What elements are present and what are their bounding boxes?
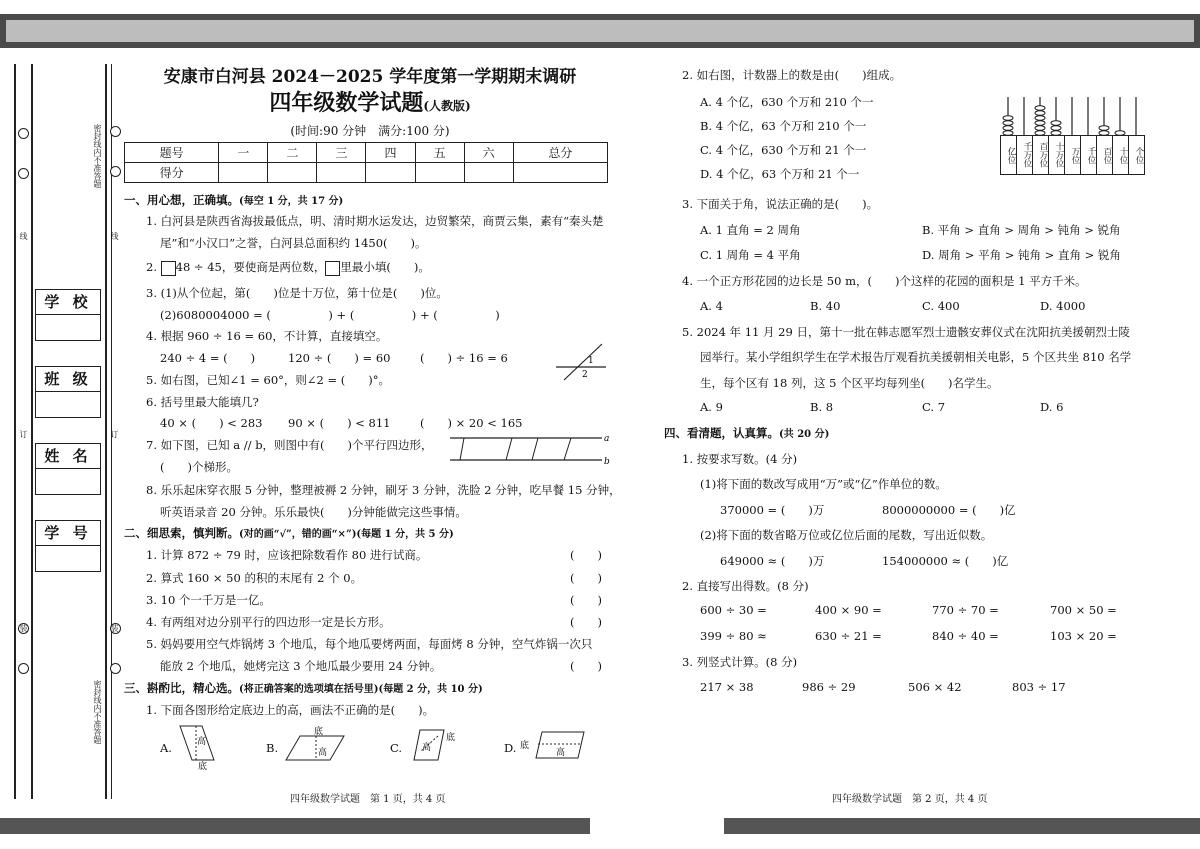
base-label: 底 [198, 762, 208, 770]
score-header: 一 [219, 143, 268, 163]
option-text: C. 4 个亿，630 个万和 21 个一 [700, 143, 867, 157]
section-1-heading [124, 192, 343, 208]
score-cell[interactable] [513, 163, 607, 183]
question-text: (1)将下面的数改写成用“万”或“亿”作单位的数。 [700, 477, 947, 491]
binding-hole [18, 663, 29, 674]
question-text: (2)将下面的数省略万位或亿位后面的尾数，写出近似数。 [700, 528, 993, 542]
line-mark: 订 [110, 430, 119, 438]
option-text: A. 9 [700, 400, 723, 414]
question-text: 3. (1)从个位起，第( )位是十万位，第十位是( )位。 [146, 286, 448, 300]
exam-title: 安康市白河县 2024－2025 学年度第一学期期末调研 [163, 67, 577, 87]
base-label: 底 [314, 727, 324, 737]
question-text: 1. 按要求写数。(4 分) [682, 452, 798, 466]
base-label: 底 [446, 733, 456, 743]
section-note: (共 20 分) [779, 429, 830, 440]
calc-item: 700 × 50 = [1050, 603, 1117, 617]
place-label: 十位 [1113, 136, 1129, 174]
question-text: 8. 乐乐起床穿衣服 5 分钟，整理被褥 2 分钟，刷牙 3 分钟，洗脸 2 分钟，吃早餐 15 分钟， [146, 483, 621, 497]
calc-item: 103 × 20 = [1050, 629, 1117, 643]
parallelogram-figure-d [518, 728, 590, 762]
judge-item: 3. 10 个一千万是一亿。 [146, 593, 271, 607]
line-mark: 线 [110, 232, 119, 240]
question-text: 7. 如下图，已知 a // b，则图中有( )个平行四边形， [146, 438, 433, 452]
question-text: 40 × ( ) < 283 [160, 416, 263, 430]
abacus-counter [1000, 95, 1150, 177]
question-text: 6. 括号里最大能填几? [146, 395, 259, 409]
seal-note-bottom: 密封线内不准答题 [93, 680, 102, 744]
line-mark: 线 [19, 232, 28, 240]
place-label: 千位 [1081, 136, 1097, 174]
class-label: 班 级 [36, 367, 100, 392]
class-field[interactable] [35, 366, 101, 418]
question-text: 240 ÷ 4 = ( ) [160, 351, 256, 365]
option-text: A. 4 [700, 299, 723, 313]
question-text: ( )个梯形。 [160, 460, 238, 474]
calc-item: 770 ÷ 70 = [932, 603, 999, 617]
question-text: 3. 列竖式计算。(8 分) [682, 655, 798, 669]
calc-item: 399 ÷ 80 ≈ [700, 629, 767, 643]
judge-item: 5. 妈妈要用空气炸锅烤 3 个地瓜，每个地瓜要烤两面，每面烤 8 分钟，空气炸锅一次只 [146, 637, 593, 651]
question-text: 生，每个区有 18 列，这 5 个区平均每列坐( )名学生。 [700, 376, 999, 390]
place-label: 万位 [1065, 136, 1081, 174]
question-text: ( ) ÷ 16 = 6 [420, 351, 508, 365]
section-title: 三、斟酌比，精心选。 [124, 681, 239, 695]
score-cell[interactable] [219, 163, 268, 183]
score-header: 六 [464, 143, 513, 163]
section-note: (将正确答案的选项填在括号里)(每题 2 分，共 10 分) [239, 684, 483, 695]
score-cell[interactable] [464, 163, 513, 183]
answer-paren[interactable]: ( ) [570, 593, 602, 607]
section-title: 二、细思索，慎判断。 [124, 526, 239, 540]
score-cell[interactable] [415, 163, 464, 183]
option-text: C. 400 [922, 299, 960, 313]
binding-hole [18, 168, 29, 179]
height-label: 高 [556, 748, 566, 758]
option-label: D. [504, 741, 517, 755]
school-label: 学 校 [36, 290, 100, 315]
option-text: B. 40 [810, 299, 841, 313]
question-text: 4. 根据 960 ÷ 16 = 60，不计算，直接填空。 [146, 329, 388, 343]
option-label: B. [266, 741, 279, 755]
score-table [124, 142, 608, 183]
question-text: 8000000000 = ( )亿 [882, 503, 1016, 517]
calc-item: 506 × 42 [908, 680, 962, 694]
calc-item: 600 ÷ 30 = [700, 603, 767, 617]
score-cell[interactable] [268, 163, 317, 183]
line-mark: 装 [110, 624, 119, 632]
score-cell[interactable] [366, 163, 415, 183]
question-number: 2. [146, 260, 157, 274]
option-text: D. 周角 > 平角 > 钝角 > 直角 > 锐角 [922, 248, 1121, 262]
exam-timing: (时间:90 分钟 满分:100 分) [290, 124, 450, 138]
section-4-heading [664, 425, 829, 441]
score-cell[interactable] [317, 163, 366, 183]
question-text: 370000 = ( )万 [720, 503, 825, 517]
score-header: 总分 [513, 143, 607, 163]
question-text: 4. 一个正方形花园的边长是 50 m，( )个这样的花园的面积是 1 平方千米。 [682, 274, 1087, 288]
scan-top-border [0, 14, 1200, 48]
question-text: 120 ÷ ( ) = 60 [288, 351, 391, 365]
answer-paren[interactable]: ( ) [570, 571, 602, 585]
judge-item: 能放 2 个地瓜，她烤完这 3 个地瓜最少要用 24 分钟。 [160, 659, 442, 673]
option-label: A. [160, 741, 172, 755]
question-text: 里最小填( )。 [340, 260, 430, 274]
question-text: 154000000 ≈ ( )亿 [882, 554, 1009, 568]
calc-item: 840 ÷ 40 = [932, 629, 999, 643]
section-title: 一、用心想，正确填。 [124, 193, 239, 207]
option-text: D. 4 个亿，63 个万和 21 个一 [700, 167, 860, 181]
edition-text: (人教版) [423, 99, 471, 113]
question-text: 1. 白河县是陕西省海拔最低点，明、清时期水运发达，边贸繁荣，商贾云集，素有“秦头楚 [146, 214, 604, 228]
question-text: 2. 如右图，计数器上的数是由( )组成。 [682, 68, 902, 82]
option-text: D. 4000 [1040, 299, 1086, 313]
parallelogram-figure-c [404, 724, 464, 764]
calc-item: 217 × 38 [700, 680, 754, 694]
binding-hole [18, 128, 29, 139]
score-header: 三 [317, 143, 366, 163]
base-label: 底 [520, 741, 530, 751]
score-row-label: 得分 [125, 163, 219, 183]
question-text: 5. 2024 年 11 月 29 日，第十一批在韩志愿军烈士遗骸安葬仪式在沈阳抗美援朝烈士陵 [682, 325, 1130, 339]
question-text: 5. 如右图，已知∠1 = 60°，则∠2 = ( )°。 [146, 373, 391, 387]
option-text: C. 1 周角 = 4 平角 [700, 248, 801, 262]
question-2 [146, 259, 430, 276]
parallelogram-figure-a [176, 722, 226, 770]
svg-text:b: b [604, 457, 610, 467]
question-text: 48 ÷ 45，要使商是两位数， [175, 260, 326, 274]
svg-text:2: 2 [582, 370, 588, 380]
question-text: 尾”和“小汉口”之誉，白河县总面积约 1450( )。 [160, 236, 427, 250]
place-label: 十万位 [1049, 136, 1065, 174]
section-title: 四、看清题，认真算。 [664, 426, 779, 440]
answer-paren[interactable]: ( ) [570, 659, 602, 673]
answer-paren[interactable]: ( ) [570, 615, 602, 629]
score-header: 五 [415, 143, 464, 163]
scan-bottom-border-right [724, 818, 1200, 834]
height-label: 高 [197, 737, 207, 747]
section-note: (对的画“√”，错的画“×”)(每题 1 分，共 5 分) [239, 529, 454, 540]
judge-item: 2. 算式 160 × 50 的积的末尾有 2 个 0。 [146, 571, 363, 585]
height-label: 高 [422, 743, 432, 753]
student-id-field[interactable] [35, 520, 101, 572]
score-header: 二 [268, 143, 317, 163]
name-label: 姓 名 [36, 444, 100, 469]
option-text: A. 4 个亿，630 个万和 210 个一 [700, 95, 874, 109]
angle-figure [552, 340, 610, 382]
place-label: 百万位 [1033, 136, 1049, 174]
place-label: 千万位 [1017, 136, 1033, 174]
place-label: 亿位 [1001, 136, 1017, 174]
parallelogram-figure-b [282, 724, 348, 764]
question-text: 1. 下面各图形给定底边上的高，画法不正确的是( )。 [146, 703, 435, 717]
answer-paren[interactable]: ( ) [570, 548, 602, 562]
calc-item: 803 ÷ 17 [1012, 680, 1066, 694]
question-text: 听英语录音 20 分钟。乐乐最快( )分钟能做完这些事情。 [160, 505, 467, 519]
page-footer-2: 四年级数学试题 第 2 页，共 4 页 [832, 794, 988, 805]
student-id-label: 学 号 [36, 521, 100, 546]
exam-subtitle [120, 86, 620, 117]
score-header: 题号 [125, 143, 219, 163]
svg-text:a: a [604, 434, 610, 444]
line-mark: 订 [19, 430, 28, 438]
option-text: B. 4 个亿，63 个万和 210 个一 [700, 119, 867, 133]
svg-text:1: 1 [588, 356, 594, 366]
name-field[interactable] [35, 443, 101, 495]
calc-item: 400 × 90 = [815, 603, 882, 617]
school-field[interactable] [35, 289, 101, 341]
line-mark: 装 [19, 624, 28, 632]
question-text: 2. 直接写出得数。(8 分) [682, 579, 809, 593]
seal-note-top: 密封线内不准答题 [93, 124, 102, 188]
judge-item: 4. 有两组对边分别平行的四边形一定是长方形。 [146, 615, 391, 629]
height-label: 高 [318, 748, 328, 758]
calc-item: 986 ÷ 29 [802, 680, 856, 694]
option-label: C. [390, 741, 403, 755]
option-text: B. 8 [810, 400, 834, 414]
section-2-heading [124, 525, 454, 541]
parallel-lines-figure [446, 430, 612, 470]
place-label: 百位 [1097, 136, 1113, 174]
option-text: B. 平角 > 直角 > 周角 > 钝角 > 锐角 [922, 223, 1121, 237]
abacus-rods [1000, 95, 1150, 137]
blank-box[interactable] [161, 261, 176, 276]
page-footer-1: 四年级数学试题 第 1 页，共 4 页 [290, 794, 446, 805]
calc-item: 630 ÷ 21 = [815, 629, 882, 643]
binding-hole [110, 166, 121, 177]
judge-item: 1. 计算 872 ÷ 79 时，应该把除数看作 80 进行试商。 [146, 548, 428, 562]
section-3-heading [124, 680, 483, 696]
question-text: (2)6080004000 = ( ) + ( ) + ( ) [160, 308, 500, 322]
option-text: A. 1 直角 = 2 周角 [700, 223, 801, 237]
question-text: ( ) × 20 < 165 [420, 416, 523, 430]
option-text: D. 6 [1040, 400, 1064, 414]
section-note: (每空 1 分，共 17 分) [239, 196, 344, 207]
question-text: 90 × ( ) < 811 [288, 416, 391, 430]
option-text: C. 7 [922, 400, 946, 414]
abacus-labels [1000, 135, 1145, 175]
question-text: 649000 ≈ ( )万 [720, 554, 825, 568]
scan-bottom-border-left [0, 818, 590, 834]
question-text: 园举行。某小学组织学生在学术报告厅观看抗美援朝相关电影，5 个区共坐 810 名学 [700, 350, 1132, 364]
place-label: 个位 [1134, 146, 1144, 164]
binding-hole [110, 663, 121, 674]
question-text: 3. 下面关于角，说法正确的是( )。 [682, 197, 879, 211]
score-header: 四 [366, 143, 415, 163]
subtitle-text: 四年级数学试题 [269, 90, 424, 116]
blank-box[interactable] [325, 261, 340, 276]
